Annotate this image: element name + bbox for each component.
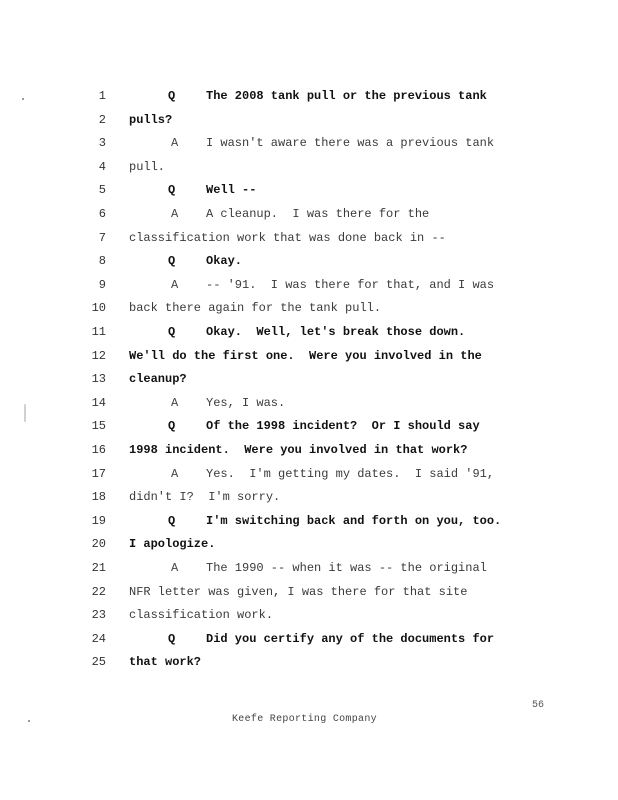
transcript-line (0, 251, 618, 271)
answer-marker: A (171, 466, 179, 481)
transcript-text: 1998 incident. Were you involved in that work? (129, 443, 468, 457)
transcript-line (0, 275, 618, 295)
transcript-line (0, 487, 618, 507)
transcript-line (0, 204, 618, 224)
scan-mark (22, 98, 24, 100)
question-marker: Q (168, 513, 176, 528)
transcript-line (0, 180, 618, 200)
transcript-line (0, 582, 618, 602)
transcript-line (0, 440, 618, 460)
transcript-line (0, 86, 618, 106)
line-number: 6 (98, 207, 106, 221)
transcript-line (0, 157, 618, 177)
transcript-text: pull. (129, 159, 166, 174)
line-number: 22 (91, 584, 106, 599)
transcript-text: Yes. I'm getting my dates. I said '91, (206, 466, 495, 481)
transcript-text: didn't I? I'm sorry. (129, 490, 281, 505)
page-number: 56 (532, 700, 545, 711)
line-number: 23 (91, 608, 106, 623)
transcript-line (0, 534, 618, 554)
line-number: 19 (91, 513, 106, 528)
transcript-line (0, 416, 618, 436)
line-number: 15 (91, 419, 106, 434)
transcript-text: I'm switching back and forth on you, too. (206, 513, 502, 528)
line-number: 5 (98, 183, 106, 198)
scan-mark (28, 720, 30, 722)
transcript-text: Well -- (206, 183, 257, 198)
transcript-text: -- '91. I was there for that, and I was (206, 277, 495, 292)
line-number: 18 (91, 490, 106, 505)
question-marker: Q (168, 325, 176, 339)
transcript-text: back there again for the tank pull. (129, 301, 382, 316)
transcript-line (0, 369, 618, 389)
transcript-text: Okay. (206, 254, 243, 269)
transcript-line (0, 605, 618, 625)
transcript-text: Of the 1998 incident? Or I should say (206, 419, 480, 434)
line-number: 3 (98, 136, 106, 151)
transcript-line (0, 511, 618, 531)
transcript-text: Did you certify any of the documents for (206, 631, 495, 646)
transcript-text: classification work that was done back in -- (129, 230, 446, 245)
footer-reporting-company: Keefe Reporting Company (232, 714, 377, 725)
line-number: 9 (98, 277, 106, 292)
line-number: 17 (91, 466, 106, 481)
answer-marker: A (171, 395, 179, 410)
transcript-text: NFR letter was given, I was there for that site (129, 584, 468, 599)
line-number: 13 (91, 372, 106, 387)
line-number: 10 (91, 301, 106, 316)
transcript-line (0, 464, 618, 484)
answer-marker: A (171, 561, 179, 575)
transcript-line (0, 322, 618, 342)
question-marker: Q (168, 419, 176, 434)
answer-marker: A (171, 207, 179, 221)
transcript-line (0, 228, 618, 248)
transcript-text: Yes, I was. (206, 395, 286, 410)
line-number: 1 (98, 89, 106, 103)
question-marker: Q (168, 254, 176, 269)
transcript-line (0, 652, 618, 672)
answer-marker: A (171, 277, 179, 292)
line-number: 21 (91, 561, 106, 575)
transcript-text: We'll do the first one. Were you involved in the (129, 348, 482, 363)
question-marker: Q (168, 631, 176, 646)
scan-mark (24, 404, 26, 422)
transcript-line (0, 110, 618, 130)
transcript-line (0, 393, 618, 413)
line-number: 11 (91, 325, 106, 339)
line-number: 25 (91, 655, 106, 670)
transcript-text: classification work. (129, 608, 274, 623)
answer-marker: A (171, 136, 179, 151)
line-number: 2 (98, 112, 106, 127)
line-number: 4 (98, 159, 106, 174)
line-number: 20 (91, 537, 106, 552)
question-marker: Q (168, 89, 176, 103)
transcript-text: pulls? (129, 112, 173, 127)
transcript-text: cleanup? (129, 372, 187, 387)
transcript-text: Okay. Well, let's break those down. (206, 325, 466, 339)
transcript-text: The 1990 -- when it was -- the original (206, 561, 487, 575)
transcript-text: I wasn't aware there was a previous tank (206, 136, 495, 151)
line-number: 14 (91, 395, 106, 410)
transcript-line (0, 133, 618, 153)
transcript-text: I apologize. (129, 537, 216, 552)
transcript-line (0, 346, 618, 366)
transcript-line (0, 558, 618, 578)
line-number: 8 (98, 254, 106, 269)
line-number: 7 (98, 230, 106, 245)
line-number: 12 (91, 348, 106, 363)
transcript-text: A cleanup. I was there for the (206, 207, 430, 221)
line-number: 16 (91, 443, 106, 457)
transcript-text: The 2008 tank pull or the previous tank (206, 89, 487, 103)
question-marker: Q (168, 183, 176, 198)
transcript-text: that work? (129, 655, 202, 670)
transcript-line (0, 629, 618, 649)
line-number: 24 (91, 631, 106, 646)
transcript-line (0, 298, 618, 318)
